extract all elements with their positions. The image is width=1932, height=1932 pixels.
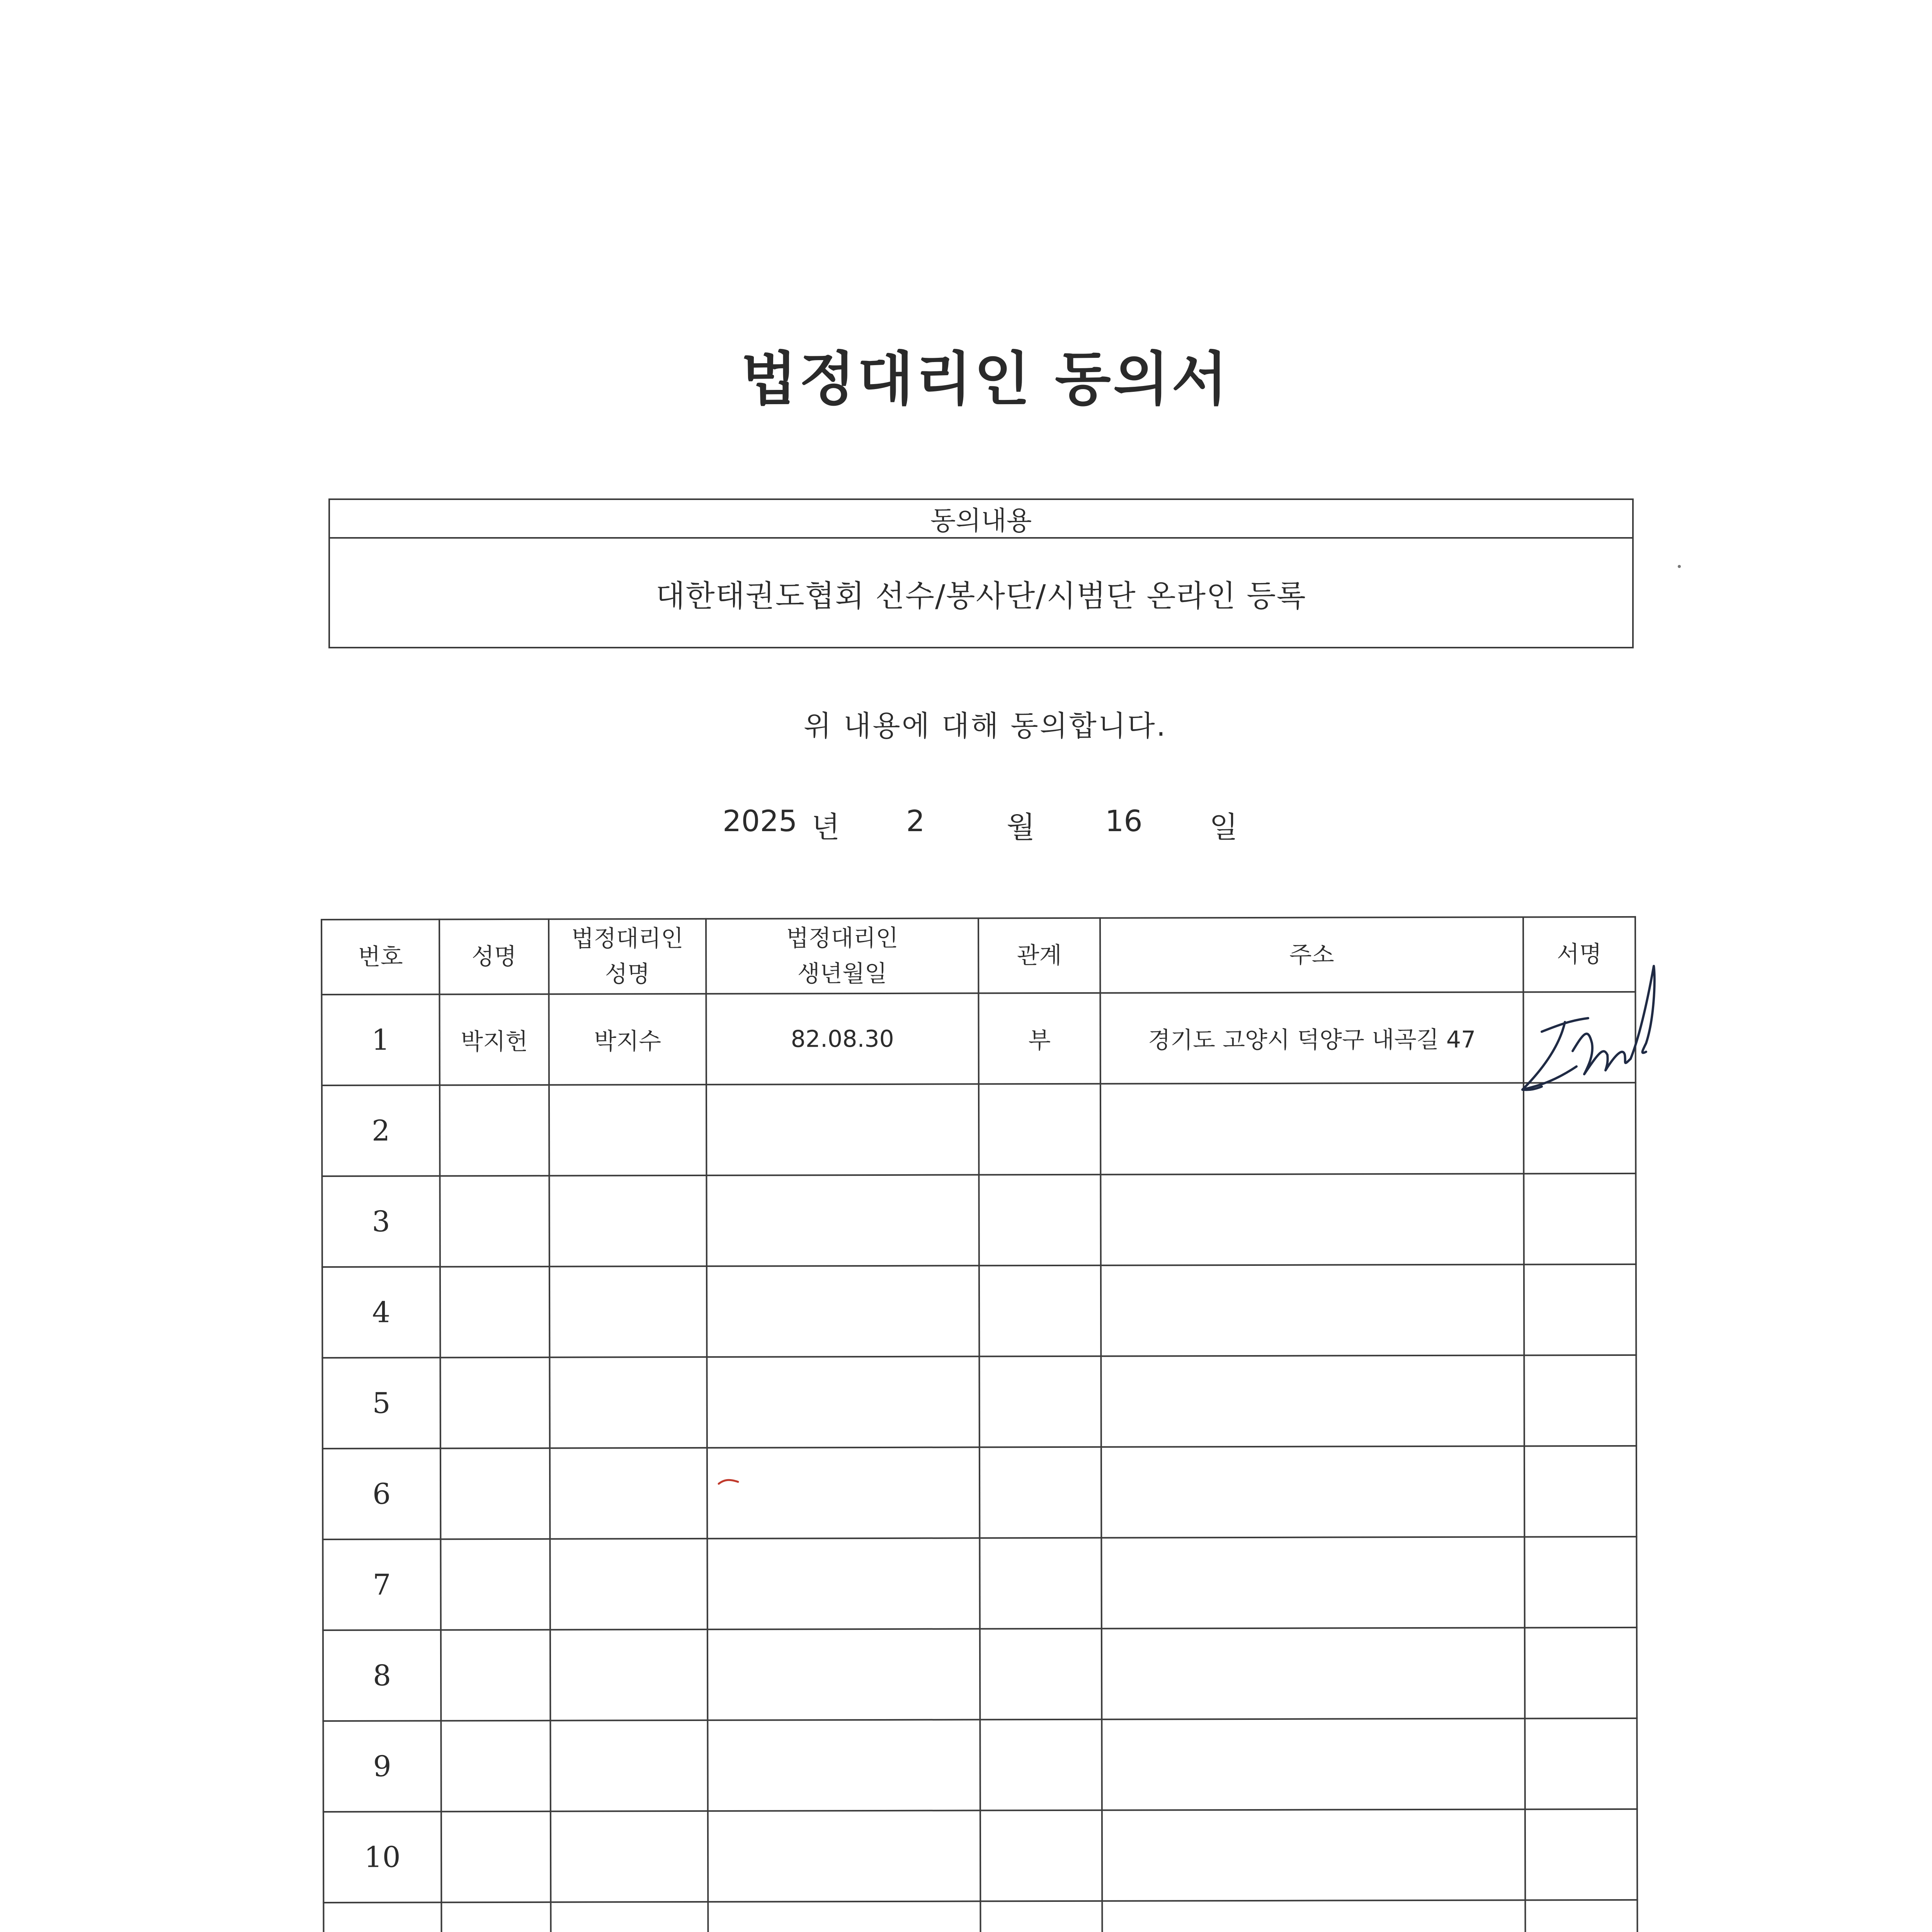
row-number-cell: [323, 1902, 441, 1932]
table-row: [323, 1809, 1637, 1903]
guardian-birthdate-cell: [707, 1538, 980, 1629]
address-cell: [1100, 1083, 1524, 1174]
consent-content-body: 대한태권도협회 선수/봉사단/시범단 온라인 등록: [656, 579, 1306, 614]
row-number-cell: 5: [322, 1357, 440, 1449]
guardian-birthdate-cell: [707, 1356, 979, 1447]
header-address: 주소: [1100, 917, 1523, 993]
signature-cell: [1524, 1537, 1636, 1628]
student-name-cell: [441, 1630, 550, 1721]
table-row: [322, 1355, 1636, 1449]
guardian-birthdate-cell: [706, 1084, 979, 1175]
student-name-cell: [440, 1357, 549, 1449]
guardian-birthdate-cell: [706, 1175, 979, 1266]
table-body: [321, 992, 1638, 1932]
table-row: [323, 1537, 1636, 1630]
student-name-cell: [440, 1176, 549, 1267]
address-cell: 경기도 고양시 덕양구 내곡길 47: [1100, 992, 1523, 1083]
signature-image: [1507, 951, 1669, 1113]
student-name-cell: [441, 1721, 550, 1812]
student-name-cell: [440, 1539, 550, 1630]
date-year: 2025: [723, 804, 798, 838]
table-row: [323, 1900, 1637, 1932]
signature-cell: [1524, 1264, 1636, 1355]
address-cell: [1102, 1628, 1525, 1719]
guardian-name-cell: 박지수: [549, 994, 706, 1085]
signature-cell: [1524, 1355, 1636, 1446]
header-number: 번호: [321, 919, 439, 995]
row-number-cell: 2: [322, 1085, 440, 1176]
table-row: [323, 1446, 1636, 1539]
table-row: [321, 992, 1635, 1085]
student-name-cell: [441, 1902, 551, 1932]
guardian-birthdate-cell: 82.08.30: [706, 993, 978, 1084]
signature-cell: [1525, 1628, 1637, 1719]
student-name-cell: [440, 1267, 549, 1358]
address-cell: [1100, 1173, 1524, 1265]
guardian-birthdate-cell: [707, 1629, 980, 1720]
signature-cell: [1525, 1809, 1637, 1900]
row-number-cell: 9: [323, 1721, 441, 1812]
student-name-cell: [440, 1448, 550, 1539]
guardian-name-cell: [550, 1448, 707, 1539]
relation-cell: [980, 1719, 1102, 1811]
guardian-table: [321, 916, 1639, 1932]
table-row: [322, 1083, 1636, 1176]
relation-cell: [980, 1447, 1101, 1538]
address-cell: [1101, 1446, 1524, 1537]
document-title: 법정대리인 동의서: [741, 345, 1230, 413]
red-scan-mark: [717, 1476, 740, 1488]
relation-cell: 부: [978, 993, 1100, 1084]
address-cell: [1102, 1718, 1525, 1810]
guardian-name-cell: [549, 1266, 707, 1357]
date-month: 2: [906, 804, 925, 838]
guardian-birthdate-cell: [707, 1447, 980, 1538]
guardian-birthdate-cell: [707, 1265, 979, 1357]
guardian-birthdate-cell: [707, 1719, 980, 1811]
header-relation: 관계: [978, 918, 1100, 993]
guardian-name-cell: [550, 1539, 707, 1630]
signature-cell: [1524, 1446, 1636, 1537]
date-month-unit: 월: [1007, 810, 1035, 844]
row-number-cell: 4: [322, 1267, 440, 1358]
agreement-statement: 위 내용에 대해 동의합니다.: [803, 709, 1167, 743]
relation-cell: [979, 1265, 1101, 1357]
consent-content-header: 동의내용: [330, 500, 1632, 539]
relation-cell: [979, 1356, 1101, 1447]
relation-cell: [980, 1810, 1102, 1901]
row-number-cell: 1: [321, 994, 439, 1085]
address-cell: [1101, 1537, 1524, 1628]
relation-cell: [979, 1084, 1100, 1175]
guardian-name-cell: [551, 1811, 708, 1902]
guardian-name-cell: [549, 1357, 707, 1448]
scan-speck: [1677, 564, 1682, 569]
date-day: 16: [1105, 804, 1143, 838]
table-row: [322, 1173, 1636, 1267]
student-name-cell: 박지헌: [439, 994, 549, 1085]
row-number-cell: 7: [323, 1539, 440, 1630]
table-row: [322, 1264, 1636, 1358]
consent-content-box: [328, 498, 1634, 648]
table-row: [323, 1718, 1637, 1812]
address-cell: [1101, 1355, 1524, 1447]
guardian-name-cell: [550, 1720, 707, 1811]
header-name: 성명: [439, 919, 549, 995]
address-cell: [1101, 1264, 1524, 1356]
date-day-unit: 일: [1209, 810, 1238, 844]
header-guardian-name: 법정대리인 성명: [549, 919, 706, 994]
guardian-birthdate-cell: [708, 1810, 980, 1901]
signature-cell: [1525, 1900, 1637, 1932]
address-cell: [1102, 1809, 1525, 1901]
student-name-cell: [440, 1085, 549, 1176]
signature-cell: [1524, 1173, 1636, 1265]
guardian-name-cell: [549, 1085, 706, 1176]
guardian-name-cell: [549, 1175, 706, 1267]
row-number-cell: 8: [323, 1630, 441, 1721]
row-number-cell: 3: [322, 1176, 440, 1267]
guardian-birthdate-cell: [708, 1901, 980, 1932]
header-guardian-birth: 법정대리인 생년월일: [706, 918, 978, 993]
relation-cell: [980, 1538, 1101, 1629]
guardian-name-cell: [550, 1629, 707, 1721]
relation-cell: [979, 1175, 1100, 1266]
address-cell: [1102, 1900, 1525, 1932]
guardian-name-cell: [551, 1902, 708, 1932]
row-number-cell: 6: [323, 1448, 440, 1539]
table-row: [323, 1628, 1637, 1721]
relation-cell: [980, 1629, 1102, 1720]
table-header-row: [321, 917, 1635, 995]
header-signature: 서명: [1523, 917, 1635, 992]
student-name-cell: [441, 1811, 551, 1903]
relation-cell: [980, 1901, 1102, 1932]
date-year-unit: 년: [811, 810, 840, 844]
row-number-cell: 10: [323, 1811, 441, 1903]
signature-cell: [1525, 1718, 1637, 1810]
